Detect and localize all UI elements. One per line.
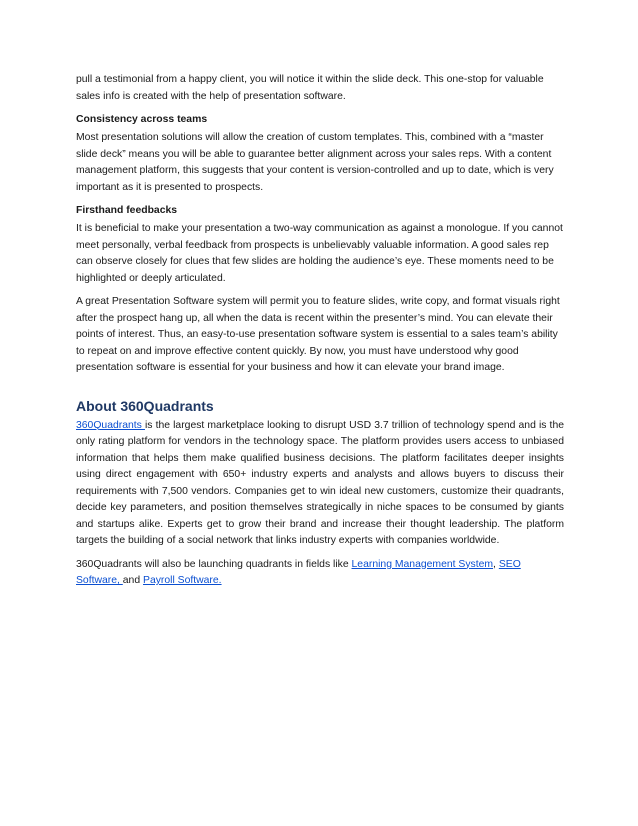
document-page: [76, 72, 564, 597]
firsthand-paragraph-2: A great Presentation Software system will permit you to feature slides, write copy, and format visuals right after the prospect hang up, all when the data is recent within the presenter’s mind. You can elevate their points of interest. Thus, an easy-to-use presentation software system is essential to a sales team’s ability to repeat on and improve effective content quickly. By now, you must have understood why good presentation software is essential for your business and how it can elevate your brand image.: [76, 296, 560, 373]
about-section-title: About 360Quadrants: [76, 397, 214, 414]
about-paragraph: [76, 418, 564, 550]
intro-paragraph: pull a testimonial from a happy client, you will notice it within the slide deck. This one-stop for valuable sales info is created with the help of presentation software.: [76, 74, 544, 102]
launch-prefix-text: 360Quadrants will also be launching quadrants in fields like: [76, 558, 352, 570]
seo-software-link[interactable]: SEO Software,: [76, 558, 521, 586]
consistency-paragraph: Most presentation solutions will allow the creation of custom templates. This, combined with a “master slide deck” means you will be able to guarantee better alignment across your sales reps. With a content management platform, this suggests that your content is version-controlled and up to date, which is very important as it is presented to prospects.: [76, 132, 554, 193]
lms-link[interactable]: Learning Management System: [351, 558, 494, 570]
360quadrants-link[interactable]: 360Quadrants: [76, 419, 145, 431]
launch-paragraph: [76, 557, 564, 590]
separator-comma: ,: [493, 558, 499, 570]
about-body-text: is the largest marketplace looking to disrupt USD 3.7 trillion of technology spend and is the only rating platform for vendors in the technology space. The platform provides users access to unbiased information that helps them make qualified business decisions. The platform facilitates deeper insights using direct engagement with 650+ industry experts and analysts and allows buyers to discuss their requirements with 7,500 vendors. Companies get to win ideal new customers, customize their quadrants, decide key parameters, and position themselves strategically in niche spaces to be consumed by giants and startups alike. Experts get to grow their brand and increase their thought leadership. The platform targets the building of a social network that links industry experts with companies worldwide.: [76, 419, 565, 546]
separator-and: and: [122, 575, 144, 586]
firsthand-heading: Firsthand feedbacks: [76, 205, 178, 216]
firsthand-paragraph-1: It is beneficial to make your presentation a two-way communication as against a monologue. If you cannot meet personally, verbal feedback from prospects is unbelievably valuable information. A good sales rep can observe closely for clues that few slides are holding the audience’s eye. These moments need to be highlighted or deeply articulated.: [76, 223, 563, 284]
payroll-software-link[interactable]: Payroll Software.: [143, 575, 222, 586]
consistency-heading: Consistency across teams: [76, 114, 208, 125]
